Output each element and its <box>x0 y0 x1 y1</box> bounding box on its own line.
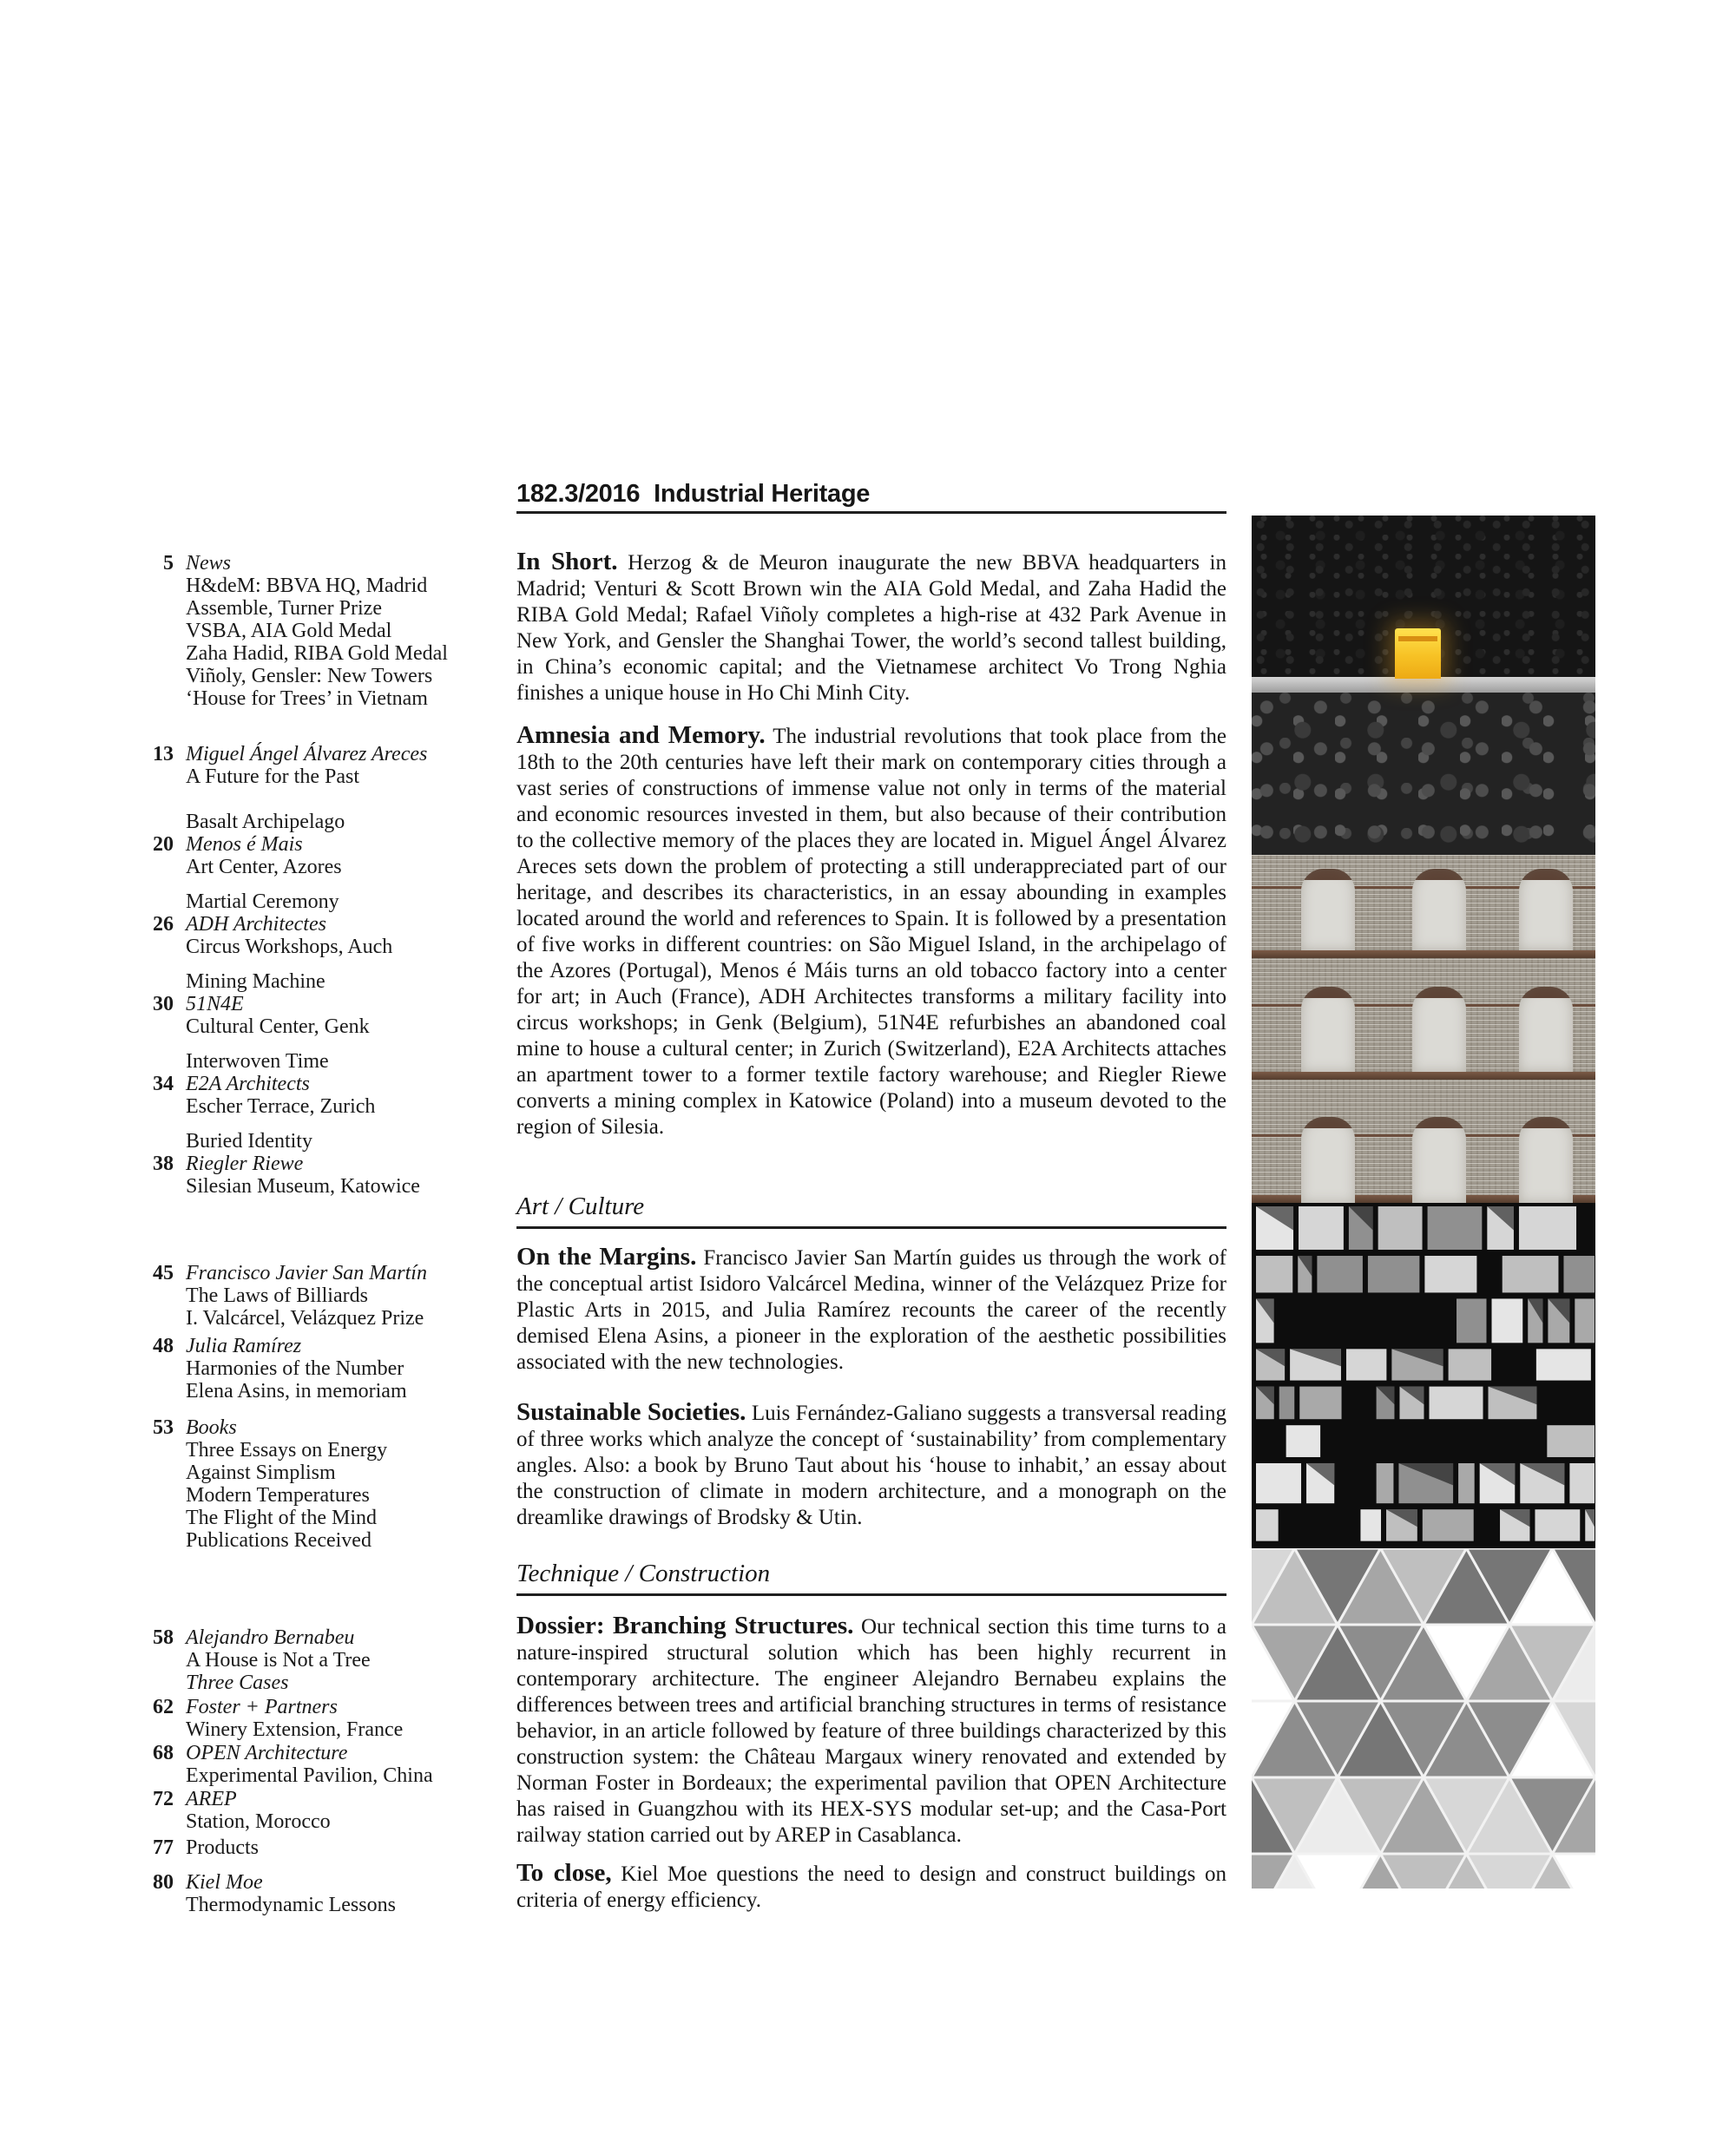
toc-entry-author: Riegler Riewe <box>186 1153 304 1175</box>
toc-page-number: 30 <box>153 993 174 1015</box>
photo-brick-band <box>1252 1072 1595 1080</box>
toc-page-number: 45 <box>153 1262 174 1284</box>
toc-entry <box>122 890 503 958</box>
toc-entry <box>122 743 503 788</box>
toc-entry-line: Art Center, Azores <box>186 856 342 878</box>
toc-entry-pretitle: Interwoven Time <box>186 1050 329 1073</box>
toc-page-number: 20 <box>153 833 174 856</box>
toc-entry-line: Experimental Pavilion, China <box>186 1764 433 1787</box>
toc-page-number: 13 <box>153 743 174 765</box>
toc-entry <box>122 1262 503 1330</box>
toc-entry-title: Products <box>186 1836 259 1859</box>
photo-black-white-facade-grid <box>1252 1203 1595 1548</box>
photo-stone-wall-lower <box>1252 693 1595 855</box>
paragraph-sustainable-societies <box>516 1399 1226 1531</box>
issue-masthead <box>516 479 1226 509</box>
toc-column <box>122 552 503 1916</box>
toc-entry <box>122 1416 503 1552</box>
section-header-art-culture: Art / Culture <box>516 1192 1226 1229</box>
toc-entry <box>122 1696 503 1741</box>
facade-pattern-graphic <box>1252 1203 1595 1548</box>
toc-entry-author: Foster + Partners <box>186 1696 338 1718</box>
toc-entry-pretitle: Martial Ceremony <box>186 890 339 913</box>
toc-entry <box>122 811 503 878</box>
paragraph-dossier-branching-structures <box>516 1613 1226 1849</box>
paragraph-lead: Sustainable Societies. <box>516 1398 746 1426</box>
photo-blind-arched-window <box>1519 1117 1573 1203</box>
toc-entry-line: Modern Temperatures <box>186 1484 370 1507</box>
paragraph-amnesia-and-memory <box>516 722 1226 1140</box>
photo-blind-arched-window <box>1519 869 1573 950</box>
toc-entry <box>122 1742 503 1787</box>
photo-blind-arched-window <box>1301 987 1355 1072</box>
toc-entry-line: Silesian Museum, Katowice <box>186 1175 420 1198</box>
toc-entry-line: A Future for the Past <box>186 765 359 788</box>
photo-blind-arched-window <box>1301 869 1355 950</box>
toc-entry <box>122 1626 503 1694</box>
paragraph-in-short <box>516 548 1226 706</box>
toc-entry-line: Publications Received <box>186 1529 372 1552</box>
paragraph-lead: In Short. <box>516 548 618 575</box>
toc-entry-line: Winery Extension, France <box>186 1718 404 1741</box>
toc-page-number: 58 <box>153 1626 174 1649</box>
photo-concrete-ledge <box>1252 677 1595 693</box>
toc-entry <box>122 1050 503 1118</box>
photo-brick-facade-arched-windows <box>1252 855 1595 1203</box>
paragraph-on-the-margins <box>516 1244 1226 1376</box>
toc-entry-line: Assemble, Turner Prize <box>186 597 382 620</box>
header-rule <box>516 511 1226 514</box>
triangle-pattern-graphic <box>1252 1548 1595 1889</box>
toc-entry-pretitle: Buried Identity <box>186 1130 312 1153</box>
toc-entry-line: Cultural Center, Genk <box>186 1015 370 1038</box>
photo-blind-arched-window <box>1301 1117 1355 1203</box>
toc-entry <box>122 1836 503 1859</box>
photo-blind-arched-window <box>1412 1117 1466 1203</box>
toc-entry-line: I. Valcárcel, Velázquez Prize <box>186 1307 424 1330</box>
toc-entry-title: Books <box>186 1416 237 1439</box>
toc-entry-author: Alejandro Bernabeu <box>186 1626 355 1649</box>
issue-number: 182.3/2016 <box>516 480 641 508</box>
toc-entry <box>122 1788 503 1833</box>
toc-entry-line: Escher Terrace, Zurich <box>186 1095 376 1118</box>
photo-brick-band <box>1252 950 1595 958</box>
toc-entry-line: Harmonies of the Number <box>186 1357 404 1380</box>
toc-entry-line: Three Cases <box>186 1672 289 1694</box>
toc-entry-author: Miguel Ángel Álvarez Areces <box>186 743 428 765</box>
toc-entry <box>122 1335 503 1402</box>
toc-entry-line: Viñoly, Gensler: New Towers <box>186 665 433 687</box>
paragraph-body: The industrial revolutions that took place from the 18th to the 20th centuries have left their mark on contemporary cities through a vast series of constructions of immense value not only in terms of the material and economic resources invested in them, but also because of their contribution to the collective memory of the places they are located in. Miguel Ángel Álvarez Areces sets down the problem of protecting a still underappreciated part of our heritage, and describes its characteristics, in an essay abounding in examples located around the world and references to Spain. It is followed by a presentation of five works in different countries: on São Miguel Island, in the archipelago of the Azores (Portugal), Menos é Máis turns an old tobacco factory into a center for art; in Auch (France), ADH Architectes transforms a military facility into circus workshops; in Genk (Belgium), 51N4E refurbishes an abandoned coal mine to house a cultural center; in Zurich (Switzerland), E2A Architects attaches an apartment tower to a former textile factory warehouse; and Riegler Riewe converts a mining complex in Katowice (Poland) into a museum devoted to the region of Silesia. <box>516 725 1226 1139</box>
toc-entry <box>122 970 503 1038</box>
toc-entry-author: 51N4E <box>186 993 244 1015</box>
toc-entry-author: AREP <box>186 1788 237 1810</box>
toc-page-number: 38 <box>153 1153 174 1175</box>
paragraph-to-close <box>516 1860 1226 1914</box>
toc-entry-line: A House is Not a Tree <box>186 1649 371 1672</box>
toc-entry-line: ‘House for Trees’ in Vietnam <box>186 687 428 710</box>
toc-entry-author: OPEN Architecture <box>186 1742 348 1764</box>
toc-entry-line: Elena Asins, in memoriam <box>186 1380 407 1402</box>
toc-entry-author: Francisco Javier San Martín <box>186 1262 427 1284</box>
toc-entry-author: Kiel Moe <box>186 1871 263 1894</box>
toc-entry-pretitle: Basalt Archipelago <box>186 811 345 833</box>
paragraph-body: Francisco Javier San Martín guides us through the work of the conceptual artist Isidoro Valcárcel Medina, winner of the Velázquez Prize for Plastic Arts in 2015, and Julia Ramírez recounts the career of the recently demised Elena Asins, a pioneer in the exploration of the aesthetic possibilities associated with the new technologies. <box>516 1246 1227 1374</box>
toc-entry-line: H&deM: BBVA HQ, Madrid <box>186 575 428 597</box>
toc-page-number: 5 <box>163 552 174 575</box>
toc-page-number: 80 <box>153 1871 174 1894</box>
photo-column <box>1252 516 1595 1889</box>
toc-entry <box>122 552 503 710</box>
photo-triangular-panels <box>1252 1548 1595 1889</box>
photo-blind-arched-window <box>1412 869 1466 950</box>
toc-page-number: 34 <box>153 1073 174 1095</box>
photo-blind-arched-window <box>1412 987 1466 1072</box>
toc-entry-pretitle: Mining Machine <box>186 970 326 993</box>
paragraph-body: Our technical section this time turns to a nature-inspired structural solution which has been highly recurrent in contemporary architecture. The engineer Alejandro Bernabeu explains the differences between trees and artificial branching structures in terms of resistance behavior, in an article followed by feature of three buildings characterized by this construction system: the Château Margaux winery renovated and extended by Norman Foster in Bordeaux; the experimental pavilion that OPEN Architecture has raised in Guangzhou with its HEX-SYS modular set-up; and the Casa-Port railway station carried out by AREP in Casablanca. <box>516 1615 1226 1847</box>
toc-entry-title: News <box>186 552 232 575</box>
toc-entry-author: Menos é Mais <box>186 833 303 856</box>
toc-entry-line: Station, Morocco <box>186 1810 331 1833</box>
paragraph-lead: On the Margins. <box>516 1243 697 1271</box>
issue-header <box>516 479 1226 514</box>
toc-page-number: 48 <box>153 1335 174 1357</box>
toc-entry-line: Zaha Hadid, RIBA Gold Medal <box>186 642 448 665</box>
toc-entry-author: Julia Ramírez <box>186 1335 302 1357</box>
photo-blind-arched-window <box>1519 987 1573 1072</box>
toc-page-number: 72 <box>153 1788 174 1810</box>
toc-entry-line: Thermodynamic Lessons <box>186 1894 396 1916</box>
photo-basalt-wall-glowing-window <box>1252 516 1595 855</box>
toc-page-number: 62 <box>153 1696 174 1718</box>
toc-entry-line: Three Essays on Energy <box>186 1439 388 1462</box>
section-header-technique-construction: Technique / Construction <box>516 1560 1226 1596</box>
paragraph-lead: To close, <box>516 1859 612 1887</box>
paragraph-lead: Dossier: Branching Structures. <box>516 1612 854 1639</box>
toc-entry-line: The Flight of the Mind <box>186 1507 377 1529</box>
summary-column <box>516 479 1226 1914</box>
paragraph-lead: Amnesia and Memory. <box>516 721 766 749</box>
toc-page-number: 68 <box>153 1742 174 1764</box>
toc-entry-line: VSBA, AIA Gold Medal <box>186 620 392 642</box>
paragraph-body: Kiel Moe questions the need to design and construct buildings on criteria of energy efficiency. <box>516 1862 1226 1912</box>
toc-entry <box>122 1871 503 1916</box>
issue-title: Industrial Heritage <box>654 480 871 508</box>
paragraph-body: Luis Fernández-Galiano suggests a transversal reading of three works which analyze the concept of ‘sustainability’ from complementary angles. Also: a book by Bruno Taut about his ‘house to inhabit,’ an essay about the construction of climate in modern architecture, and a monograph on the dreamlike drawings of Brodsky & Utin. <box>516 1402 1226 1529</box>
toc-entry-line: Circus Workshops, Auch <box>186 936 393 958</box>
paragraph-body: Herzog & de Meuron inaugurate the new BBVA headquarters in Madrid; Venturi & Scott Brown win the AIA Gold Medal, and Zaha Hadid the RIBA Gold Medal; Rafael Viñoly completes a high-rise at 432 Park Avenue in New York, and Gensler the Shanghai Tower, the world’s second tallest building, in China’s economic capital; and the Vietnamese architect Vo Trong Nghia finishes a unique house in Ho Chi Minh City. <box>516 551 1226 705</box>
toc-entry-line: Against Simplism <box>186 1462 336 1484</box>
toc-page-number: 53 <box>153 1416 174 1439</box>
toc-page-number: 77 <box>153 1836 174 1859</box>
photo-glowing-window <box>1395 628 1441 679</box>
toc-page-number: 26 <box>153 913 174 936</box>
toc-entry-line: The Laws of Billiards <box>186 1284 368 1307</box>
toc-entry-author: ADH Architectes <box>186 913 326 936</box>
toc-entry-author: E2A Architects <box>186 1073 310 1095</box>
toc-entry <box>122 1130 503 1198</box>
